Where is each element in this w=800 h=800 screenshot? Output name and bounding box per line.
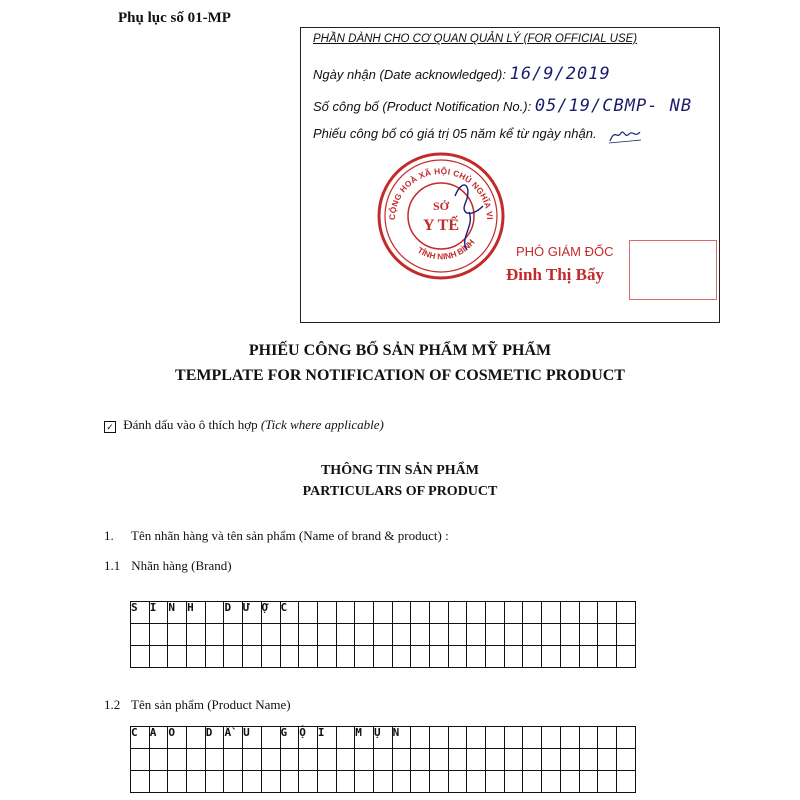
- brand-cell[interactable]: [430, 602, 449, 624]
- form-title-en: TEMPLATE FOR NOTIFICATION OF COSMETIC PRODUCT: [175, 367, 625, 384]
- product-name-cell[interactable]: [504, 771, 523, 793]
- brand-grid-row: [131, 624, 636, 646]
- official-seal: [371, 146, 511, 286]
- brand-cell[interactable]: [261, 646, 280, 668]
- product-name-cell[interactable]: N: [392, 727, 411, 749]
- brand-cell[interactable]: [430, 624, 449, 646]
- product-name-cell[interactable]: [467, 749, 486, 771]
- brand-cell[interactable]: [205, 602, 224, 624]
- item-1-number: 1.: [104, 528, 114, 543]
- brand-cell[interactable]: H: [187, 602, 206, 624]
- product-name-cell[interactable]: [224, 749, 243, 771]
- item-1-1: [104, 558, 232, 574]
- product-name-cell[interactable]: [261, 749, 280, 771]
- brand-cell[interactable]: [280, 624, 299, 646]
- initials-signature: [607, 126, 643, 146]
- product-name-cell[interactable]: Ụ: [373, 727, 392, 749]
- brand-cell[interactable]: [504, 602, 523, 624]
- product-name-grid-row: [131, 749, 636, 771]
- product-name-cell[interactable]: [168, 749, 187, 771]
- brand-cell[interactable]: [504, 646, 523, 668]
- product-name-cell[interactable]: [448, 771, 467, 793]
- validity-note: Phiếu công bố có giá trị 05 năm kể từ ngày nhận.: [313, 126, 597, 141]
- brand-cell[interactable]: I: [149, 602, 168, 624]
- product-name-cell[interactable]: [560, 749, 579, 771]
- product-name-cell[interactable]: [336, 727, 355, 749]
- product-name-cell[interactable]: [598, 771, 617, 793]
- item-1: [104, 528, 449, 544]
- product-name-cell[interactable]: [355, 771, 374, 793]
- brand-cell[interactable]: [616, 646, 635, 668]
- brand-cell[interactable]: [131, 624, 150, 646]
- brand-cell[interactable]: [504, 624, 523, 646]
- brand-cell[interactable]: [411, 602, 430, 624]
- product-name-cell[interactable]: [598, 727, 617, 749]
- brand-cell[interactable]: [373, 602, 392, 624]
- product-name-cell[interactable]: [317, 771, 336, 793]
- brand-cell[interactable]: N: [168, 602, 187, 624]
- product-name-grid-row: [131, 727, 636, 749]
- product-name-cell[interactable]: [187, 727, 206, 749]
- product-name-cell[interactable]: C: [131, 727, 150, 749]
- date-acknowledged-label: Ngày nhận (Date acknowledged):: [313, 67, 506, 82]
- brand-cell[interactable]: [523, 602, 542, 624]
- product-name-cell[interactable]: [430, 727, 449, 749]
- product-name-cell[interactable]: [430, 749, 449, 771]
- brand-cell[interactable]: [542, 602, 561, 624]
- brand-cell[interactable]: [336, 624, 355, 646]
- item-1-2: [104, 697, 291, 713]
- product-name-cell[interactable]: [616, 771, 635, 793]
- brand-cell[interactable]: D: [224, 602, 243, 624]
- brand-cell[interactable]: [598, 646, 617, 668]
- product-name-cell[interactable]: [598, 749, 617, 771]
- product-name-cell[interactable]: [261, 771, 280, 793]
- brand-cell[interactable]: Ư: [243, 602, 262, 624]
- brand-cell[interactable]: [299, 602, 318, 624]
- brand-cell[interactable]: [205, 624, 224, 646]
- particulars-title-vi: THÔNG TIN SẢN PHẨM: [320, 463, 480, 478]
- product-name-cell[interactable]: [373, 771, 392, 793]
- appendix-label: Phụ lục số 01-MP: [118, 10, 231, 26]
- brand-cell[interactable]: [336, 646, 355, 668]
- product-name-cell[interactable]: [243, 749, 262, 771]
- brand-cell[interactable]: [317, 646, 336, 668]
- brand-cell[interactable]: [243, 624, 262, 646]
- product-name-cell[interactable]: [280, 749, 299, 771]
- product-name-cell[interactable]: [448, 727, 467, 749]
- brand-grid: [130, 601, 636, 668]
- product-name-cell[interactable]: M: [355, 727, 374, 749]
- product-name-grid: [130, 726, 636, 793]
- brand-grid-row: [131, 646, 636, 668]
- brand-cell[interactable]: [224, 646, 243, 668]
- product-name-cell[interactable]: G: [280, 727, 299, 749]
- product-name-cell[interactable]: [560, 771, 579, 793]
- product-name-cell[interactable]: Ộ: [299, 727, 318, 749]
- date-acknowledged-row: [313, 64, 611, 84]
- brand-cell[interactable]: [579, 602, 598, 624]
- product-name-cell[interactable]: [411, 771, 430, 793]
- product-name-cell[interactable]: [411, 727, 430, 749]
- product-name-cell[interactable]: [392, 771, 411, 793]
- product-name-cell[interactable]: [299, 771, 318, 793]
- brand-cell[interactable]: [187, 646, 206, 668]
- brand-cell[interactable]: [149, 624, 168, 646]
- brand-cell[interactable]: C: [280, 602, 299, 624]
- official-use-header: PHẦN DÀNH CHO CƠ QUAN QUẢN LÝ (FOR OFFICIAL USE): [313, 33, 638, 45]
- brand-cell[interactable]: [542, 646, 561, 668]
- product-name-cell[interactable]: A: [149, 727, 168, 749]
- brand-cell[interactable]: [373, 646, 392, 668]
- brand-cell[interactable]: [523, 646, 542, 668]
- brand-cell[interactable]: [579, 624, 598, 646]
- brand-cell[interactable]: [224, 624, 243, 646]
- tick-instruction-en: (Tick where applicable): [260, 417, 384, 432]
- product-name-cell[interactable]: [430, 771, 449, 793]
- brand-cell[interactable]: [317, 602, 336, 624]
- product-name-cell[interactable]: [205, 771, 224, 793]
- item-1-1-text: Nhãn hàng (Brand): [131, 558, 232, 573]
- product-name-cell[interactable]: [616, 749, 635, 771]
- brand-cell[interactable]: [598, 602, 617, 624]
- product-name-cell[interactable]: [467, 727, 486, 749]
- product-name-grid-row: [131, 771, 636, 793]
- brand-cell[interactable]: [430, 646, 449, 668]
- product-name-cell[interactable]: D: [205, 727, 224, 749]
- item-1-2-text: Tên sản phẩm (Product Name): [131, 697, 291, 712]
- brand-cell[interactable]: [392, 646, 411, 668]
- brand-cell[interactable]: [187, 624, 206, 646]
- product-name-cell[interactable]: [560, 727, 579, 749]
- brand-cell[interactable]: [261, 624, 280, 646]
- signer-name: Đinh Thị Bẩy: [506, 265, 604, 284]
- brand-cell[interactable]: [486, 646, 505, 668]
- product-name-cell[interactable]: [317, 749, 336, 771]
- seal-graphic: [371, 146, 511, 286]
- brand-cell[interactable]: [411, 624, 430, 646]
- product-name-cell[interactable]: [355, 749, 374, 771]
- seal-bottom-text: TỈNH NINH BÌNH: [415, 237, 477, 262]
- product-name-cell[interactable]: [523, 771, 542, 793]
- product-name-cell[interactable]: O: [168, 727, 187, 749]
- tick-instruction: [104, 417, 384, 433]
- product-name-cell[interactable]: [579, 771, 598, 793]
- product-name-cell[interactable]: [187, 771, 206, 793]
- date-acknowledged-value: 16/9/2019: [509, 64, 611, 84]
- brand-cell[interactable]: [448, 646, 467, 668]
- brand-cell[interactable]: [355, 624, 374, 646]
- product-name-cell[interactable]: [336, 749, 355, 771]
- product-name-cell[interactable]: [504, 749, 523, 771]
- product-name-cell[interactable]: [616, 727, 635, 749]
- item-1-text: Tên nhãn hàng và tên sản phẩm (Name of brand & product) :: [131, 528, 449, 543]
- product-name-cell[interactable]: [392, 749, 411, 771]
- seal-outer-text: CỘNG HOÀ XÃ HỘI CHỦ NGHĨA VI: [386, 165, 496, 221]
- product-name-cell[interactable]: [187, 749, 206, 771]
- brand-cell[interactable]: [280, 646, 299, 668]
- red-signature-frame: [629, 240, 717, 300]
- notification-number-value: 05/19/CBMP- NB: [534, 96, 693, 116]
- brand-cell[interactable]: [392, 602, 411, 624]
- product-name-cell[interactable]: [411, 749, 430, 771]
- form-title-vi: PHIẾU CÔNG BỐ SẢN PHẨM MỸ PHẨM: [248, 342, 552, 359]
- brand-cell[interactable]: [448, 624, 467, 646]
- brand-cell[interactable]: [467, 602, 486, 624]
- brand-cell[interactable]: [542, 624, 561, 646]
- brand-cell[interactable]: [411, 646, 430, 668]
- product-name-cell[interactable]: [373, 749, 392, 771]
- brand-cell[interactable]: [243, 646, 262, 668]
- product-name-cell[interactable]: [131, 771, 150, 793]
- item-1-2-number: 1.2: [104, 697, 121, 712]
- product-name-cell[interactable]: [299, 749, 318, 771]
- product-name-cell[interactable]: [131, 749, 150, 771]
- brand-cell[interactable]: [598, 624, 617, 646]
- brand-cell[interactable]: [579, 646, 598, 668]
- product-name-cell[interactable]: [542, 749, 561, 771]
- particulars-title-en: PARTICULARS OF PRODUCT: [302, 484, 498, 499]
- brand-cell[interactable]: [168, 646, 187, 668]
- brand-cell[interactable]: [336, 602, 355, 624]
- brand-cell[interactable]: [523, 624, 542, 646]
- product-name-cell[interactable]: [523, 727, 542, 749]
- brand-cell[interactable]: [131, 646, 150, 668]
- brand-cell[interactable]: [299, 624, 318, 646]
- item-1-1-number: 1.1: [104, 558, 121, 573]
- product-name-cell[interactable]: U: [243, 727, 262, 749]
- brand-cell[interactable]: Ợ: [261, 602, 280, 624]
- product-name-cell[interactable]: [205, 749, 224, 771]
- product-name-cell[interactable]: [579, 727, 598, 749]
- product-name-cell[interactable]: I: [317, 727, 336, 749]
- product-name-cell[interactable]: [448, 749, 467, 771]
- product-name-cell[interactable]: [224, 771, 243, 793]
- product-name-cell[interactable]: [504, 727, 523, 749]
- product-name-cell[interactable]: [149, 771, 168, 793]
- official-use-box: [300, 27, 720, 323]
- product-name-cell[interactable]: [467, 771, 486, 793]
- brand-cell[interactable]: [317, 624, 336, 646]
- brand-cell[interactable]: [355, 602, 374, 624]
- product-name-cell[interactable]: [336, 771, 355, 793]
- product-name-cell[interactable]: [261, 727, 280, 749]
- product-name-cell[interactable]: [486, 749, 505, 771]
- seal-center-main: Y TẾ: [422, 217, 460, 234]
- product-name-cell[interactable]: Ầ: [224, 727, 243, 749]
- brand-grid-row: [131, 602, 636, 624]
- notification-number-row: [313, 96, 692, 116]
- brand-cell[interactable]: [205, 646, 224, 668]
- notification-number-label: Số công bố (Product Notification No.):: [313, 99, 532, 114]
- brand-cell[interactable]: [616, 624, 635, 646]
- brand-cell[interactable]: [168, 624, 187, 646]
- brand-cell[interactable]: S: [131, 602, 150, 624]
- brand-cell[interactable]: [448, 602, 467, 624]
- product-name-cell[interactable]: [542, 771, 561, 793]
- product-name-cell[interactable]: [542, 727, 561, 749]
- brand-cell[interactable]: [486, 602, 505, 624]
- brand-cell[interactable]: [149, 646, 168, 668]
- signer-title: PHÓ GIÁM ĐỐC: [516, 244, 614, 259]
- seal-center-top: SỞ: [432, 199, 450, 213]
- checkbox-icon: ✓: [104, 421, 116, 433]
- brand-cell[interactable]: [467, 624, 486, 646]
- brand-cell[interactable]: [373, 624, 392, 646]
- product-name-cell[interactable]: [149, 749, 168, 771]
- product-name-cell[interactable]: [168, 771, 187, 793]
- brand-cell[interactable]: [560, 624, 579, 646]
- brand-cell[interactable]: [392, 624, 411, 646]
- brand-cell[interactable]: [560, 646, 579, 668]
- product-name-cell[interactable]: [579, 749, 598, 771]
- brand-cell[interactable]: [355, 646, 374, 668]
- brand-cell[interactable]: [616, 602, 635, 624]
- brand-cell[interactable]: [299, 646, 318, 668]
- product-name-cell[interactable]: [486, 727, 505, 749]
- product-name-cell[interactable]: [523, 749, 542, 771]
- brand-cell[interactable]: [560, 602, 579, 624]
- brand-cell[interactable]: [467, 646, 486, 668]
- product-name-cell[interactable]: [486, 771, 505, 793]
- tick-instruction-vi: Đánh dấu vào ô thích hợp: [123, 417, 258, 432]
- product-name-cell[interactable]: [243, 771, 262, 793]
- brand-cell[interactable]: [486, 624, 505, 646]
- product-name-cell[interactable]: [280, 771, 299, 793]
